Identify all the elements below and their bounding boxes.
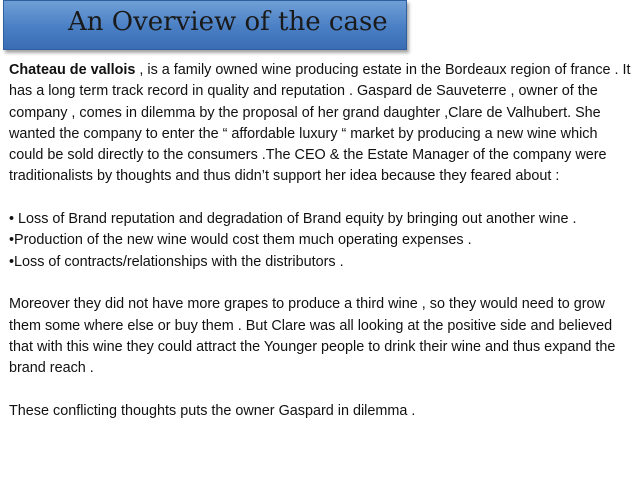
spacer: [9, 379, 633, 400]
paragraph-2: Moreover they did not have more grapes to produce a third wine , so they would need to grow them some where else or buy them . But Clare was all looking at the positive side and believed that with this wine they could attract the Younger people to drink their wine and thus expand the brand reach .: [9, 296, 616, 377]
slide-title: An Overview of the case: [68, 7, 388, 37]
paragraph-3: These conflicting thoughts puts the owner Gaspard in dilemma .: [9, 402, 416, 419]
title-banner: [3, 0, 407, 50]
spacer: [9, 273, 633, 294]
intro-lead: Chateau de vallois: [9, 62, 136, 78]
intro-paragraph: [9, 60, 633, 188]
spacer: [9, 188, 633, 209]
bullet-item: •Production of the new wine would cost them much operating expenses .: [9, 232, 472, 249]
intro-text: , is a family owned wine producing estate in the Bordeaux region of france . It has a long term track record in quality and reputation . Gaspard de Sauveterre , owner of the company , comes in dilemma by the proposal of her grand daughter ,Clare de Valhubert. She wanted the company to enter the “ affordable luxury “ market by producing a new wine which could be sold directly to the consumers .The CEO & the Estate Manager of the company were traditionalists by thoughts and thus didn’t support her idea because they feared about :: [9, 62, 631, 185]
slide-body: [9, 60, 633, 422]
bullet-item: •Loss of contracts/relationships with the distributors .: [9, 253, 344, 270]
bullet-item: • Loss of Brand reputation and degradation of Brand equity by bringing out another wine .: [9, 211, 577, 228]
